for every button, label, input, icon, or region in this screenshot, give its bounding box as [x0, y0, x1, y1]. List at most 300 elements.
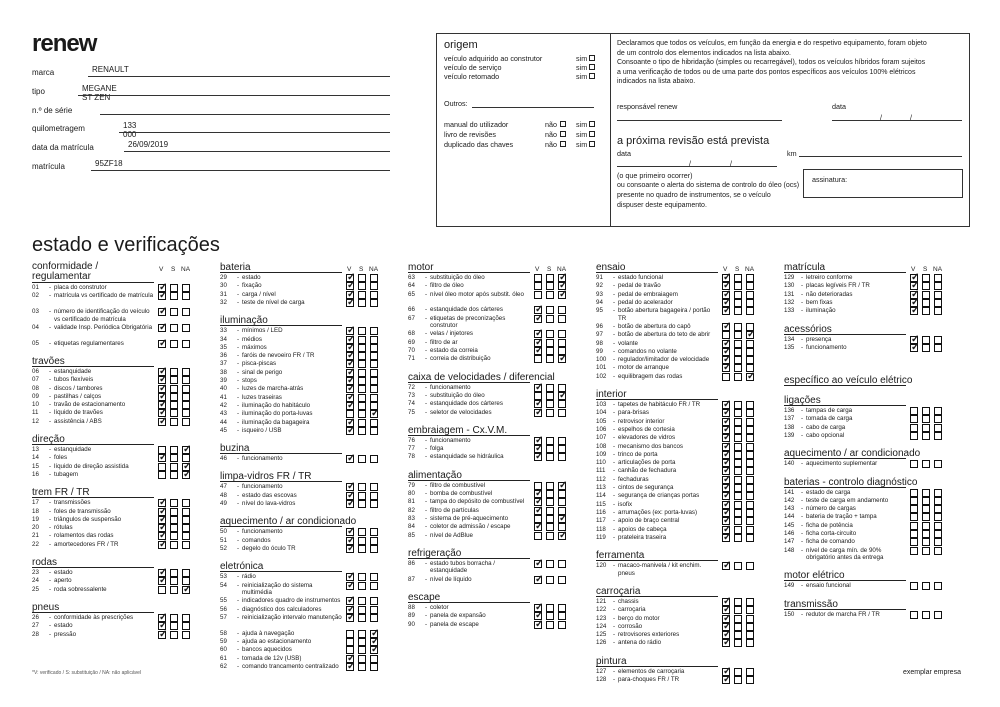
checkbox-na[interactable] — [746, 517, 754, 525]
checkbox-na[interactable] — [934, 522, 942, 530]
checkbox-v[interactable] — [910, 530, 918, 538]
checkbox-s[interactable] — [922, 489, 930, 497]
checkbox-s[interactable] — [546, 347, 554, 355]
checkbox-s[interactable] — [170, 292, 178, 300]
checkbox-s[interactable] — [734, 492, 742, 500]
checkbox-v[interactable]: ✓ — [911, 333, 920, 345]
checkbox-na[interactable] — [746, 639, 754, 647]
checkbox-s[interactable] — [358, 663, 366, 671]
checkbox-na[interactable] — [746, 676, 754, 684]
checkbox-na[interactable] — [370, 455, 378, 463]
checkbox-na[interactable] — [746, 348, 754, 356]
checkbox-na[interactable] — [558, 306, 566, 314]
checkbox-s[interactable] — [734, 676, 742, 684]
checkbox-v[interactable]: ✓ — [723, 498, 732, 510]
checkbox-s[interactable] — [546, 445, 554, 453]
checkbox-s[interactable] — [734, 501, 742, 509]
checkbox-s[interactable] — [734, 631, 742, 639]
checkbox-na[interactable] — [746, 501, 754, 509]
checkbox-na[interactable] — [370, 377, 378, 385]
checkbox-na[interactable] — [746, 356, 754, 364]
checkbox-s[interactable] — [170, 454, 178, 462]
checkbox-na[interactable] — [746, 492, 754, 500]
checkbox-s[interactable] — [546, 621, 554, 629]
checkbox-s[interactable] — [922, 460, 930, 468]
checkbox-s[interactable] — [358, 427, 366, 435]
checkbox-na[interactable] — [370, 360, 378, 368]
checkbox-na[interactable] — [934, 274, 942, 282]
id-field-value[interactable]: RENAULT — [92, 65, 129, 74]
checkbox-v[interactable]: ✓ — [723, 415, 732, 427]
checkbox-v[interactable] — [910, 513, 918, 521]
checkbox-na[interactable] — [746, 534, 754, 542]
checkbox-s[interactable] — [170, 524, 178, 532]
checkbox-na[interactable] — [746, 467, 754, 475]
checkbox-v[interactable]: ✓ — [723, 637, 732, 649]
checkbox-v[interactable]: ✓ — [723, 482, 732, 494]
checkbox-s[interactable] — [922, 336, 930, 344]
checkbox-s[interactable] — [358, 377, 366, 385]
checkbox-na[interactable] — [558, 339, 566, 347]
checkbox-na[interactable] — [746, 606, 754, 614]
checkbox-v[interactable]: ✓ — [159, 575, 168, 587]
checkbox-na[interactable]: ✓ — [371, 644, 380, 656]
checkbox-v[interactable]: ✓ — [535, 304, 544, 316]
checkbox-v[interactable]: ✓ — [159, 452, 168, 464]
checkbox-v[interactable]: ✓ — [347, 481, 356, 493]
checkbox-na[interactable] — [182, 393, 190, 401]
checkbox-v[interactable]: ✓ — [159, 505, 168, 517]
checkbox-v[interactable]: ✓ — [535, 610, 544, 622]
checkbox-s[interactable] — [170, 532, 178, 540]
checkbox-s[interactable] — [922, 547, 930, 555]
checkbox-v[interactable]: ✓ — [723, 432, 732, 444]
checkbox-s[interactable] — [734, 639, 742, 647]
checkbox-s[interactable] — [922, 291, 930, 299]
checkbox-v[interactable]: ✓ — [535, 451, 544, 463]
checkbox-s[interactable] — [546, 515, 554, 523]
checkbox-v[interactable]: ✓ — [159, 382, 168, 394]
checkbox-na[interactable] — [934, 432, 942, 440]
checkbox-s[interactable] — [170, 569, 178, 577]
origin-yes-checkbox[interactable] — [589, 55, 595, 61]
checkbox-na[interactable] — [746, 484, 754, 492]
checkbox-v[interactable]: ✓ — [159, 415, 168, 427]
checkbox-v[interactable]: ✓ — [723, 345, 732, 357]
checkbox-v[interactable] — [910, 522, 918, 530]
checkbox-s[interactable] — [734, 274, 742, 282]
checkbox-na[interactable] — [370, 427, 378, 435]
checkbox-v[interactable]: ✓ — [347, 399, 356, 411]
checkbox-s[interactable] — [358, 492, 366, 500]
checkbox-na[interactable] — [370, 483, 378, 491]
checkbox-s[interactable] — [170, 614, 178, 622]
checkbox-na[interactable]: ✓ — [559, 479, 568, 491]
checkbox-s[interactable] — [170, 324, 178, 332]
checkbox-v[interactable]: ✓ — [159, 282, 168, 293]
checkbox-v[interactable] — [158, 471, 166, 479]
checkbox-v[interactable]: ✓ — [159, 399, 168, 411]
checkbox-s[interactable] — [922, 274, 930, 282]
checkbox-s[interactable] — [358, 274, 366, 282]
checkbox-na[interactable] — [182, 324, 190, 332]
checkbox-na[interactable]: ✓ — [183, 460, 192, 472]
checkbox-s[interactable] — [358, 385, 366, 393]
checkbox-na[interactable]: ✓ — [559, 353, 568, 365]
checkbox-na[interactable] — [934, 415, 942, 423]
checkbox-v[interactable]: ✓ — [723, 473, 732, 485]
checkbox-v[interactable]: ✓ — [535, 406, 544, 418]
checkbox-na[interactable] — [934, 530, 942, 538]
checkbox-s[interactable] — [170, 631, 178, 639]
checkbox-v[interactable]: ✓ — [535, 328, 544, 340]
checkbox-s[interactable] — [358, 402, 366, 410]
checkbox-s[interactable] — [922, 513, 930, 521]
checkbox-v[interactable]: ✓ — [535, 443, 544, 455]
checkbox-v[interactable] — [158, 586, 166, 594]
checkbox-na[interactable] — [182, 524, 190, 532]
checkbox-v[interactable]: ✓ — [723, 604, 732, 616]
checkbox-na[interactable]: ✓ — [747, 329, 756, 341]
checkbox-v[interactable]: ✓ — [723, 629, 732, 641]
checkbox-s[interactable] — [170, 368, 178, 376]
checkbox-s[interactable] — [734, 476, 742, 484]
checkbox-na[interactable] — [370, 573, 378, 581]
checkbox-na[interactable] — [370, 352, 378, 360]
checkbox-s[interactable] — [734, 282, 742, 290]
checkbox-na[interactable] — [746, 459, 754, 467]
checkbox-v[interactable]: ✓ — [535, 601, 544, 613]
origin-yes-checkbox[interactable] — [589, 73, 595, 79]
checkbox-v[interactable]: ✓ — [723, 457, 732, 469]
checkbox-na[interactable]: ✓ — [559, 512, 568, 524]
checkbox-v[interactable]: ✓ — [347, 611, 356, 623]
checkbox-s[interactable] — [358, 500, 366, 508]
checkbox-s[interactable] — [358, 630, 366, 638]
checkbox-na[interactable] — [746, 409, 754, 417]
checkbox-na[interactable] — [746, 623, 754, 631]
checkbox-s[interactable] — [358, 299, 366, 307]
checkbox-v[interactable]: ✓ — [723, 490, 732, 502]
checkbox-v[interactable]: ✓ — [723, 320, 732, 332]
checkbox-s[interactable] — [358, 597, 366, 605]
checkbox-v[interactable] — [534, 282, 542, 290]
checkbox-s[interactable] — [922, 307, 930, 315]
checkbox-s[interactable] — [734, 509, 742, 517]
checkbox-s[interactable] — [734, 459, 742, 467]
checkbox-v[interactable]: ✓ — [159, 620, 168, 632]
checkbox-v[interactable]: ✓ — [723, 280, 732, 292]
checkbox-s[interactable] — [358, 369, 366, 377]
id-field-value[interactable]: 133 000 — [123, 121, 137, 139]
checkbox-s[interactable] — [546, 576, 554, 584]
checkbox-v[interactable]: ✓ — [723, 465, 732, 477]
checkbox-v[interactable]: ✓ — [723, 506, 732, 518]
checkbox-s[interactable] — [734, 623, 742, 631]
checkbox-s[interactable] — [546, 453, 554, 461]
checkbox-s[interactable] — [170, 284, 178, 292]
doc-yes-checkbox[interactable] — [589, 141, 595, 147]
checkbox-v[interactable]: ✓ — [535, 381, 544, 393]
checkbox-na[interactable] — [746, 443, 754, 451]
checkbox-v[interactable]: ✓ — [723, 531, 732, 543]
checkbox-na[interactable] — [370, 537, 378, 545]
checkbox-na[interactable] — [182, 516, 190, 524]
checkbox-v[interactable]: ✓ — [347, 660, 356, 672]
checkbox-na[interactable] — [182, 508, 190, 516]
checkbox-na[interactable] — [370, 327, 378, 335]
checkbox-na[interactable] — [370, 528, 378, 536]
checkbox-v[interactable]: ✓ — [723, 407, 732, 419]
checkbox-v[interactable]: ✓ — [347, 526, 356, 538]
checkbox-v[interactable]: ✓ — [723, 362, 732, 374]
doc-no-checkbox[interactable] — [560, 121, 566, 127]
checkbox-na[interactable] — [746, 434, 754, 442]
checkbox-s[interactable] — [358, 410, 366, 418]
checkbox-na[interactable] — [558, 437, 566, 445]
checkbox-v[interactable]: ✓ — [159, 513, 168, 525]
checkbox-v[interactable]: ✓ — [347, 358, 356, 370]
checkbox-na[interactable] — [370, 369, 378, 377]
checkbox-s[interactable] — [170, 393, 178, 401]
checkbox-v[interactable]: ✓ — [723, 595, 732, 607]
checkbox-v[interactable] — [910, 407, 918, 415]
checkbox-v[interactable]: ✓ — [723, 515, 732, 527]
checkbox-v[interactable]: ✓ — [535, 496, 544, 508]
checkbox-na[interactable]: ✓ — [747, 370, 756, 382]
checkbox-v[interactable]: ✓ — [535, 488, 544, 500]
checkbox-v[interactable] — [910, 611, 918, 619]
checkbox-na[interactable] — [934, 336, 942, 344]
checkbox-s[interactable] — [170, 308, 178, 316]
checkbox-v[interactable] — [910, 497, 918, 505]
checkbox-s[interactable] — [358, 394, 366, 402]
checkbox-s[interactable] — [546, 384, 554, 392]
checkbox-s[interactable] — [922, 530, 930, 538]
checkbox-na[interactable] — [558, 330, 566, 338]
checkbox-v[interactable]: ✓ — [911, 288, 920, 300]
checkbox-na[interactable] — [558, 409, 566, 417]
checkbox-v[interactable]: ✓ — [159, 567, 168, 578]
checkbox-s[interactable] — [170, 622, 178, 630]
checkbox-na[interactable] — [182, 292, 190, 300]
checkbox-s[interactable] — [734, 426, 742, 434]
checkbox-s[interactable] — [734, 364, 742, 372]
checkbox-na[interactable] — [934, 497, 942, 505]
checkbox-na[interactable] — [934, 547, 942, 555]
checkbox-v[interactable]: ✓ — [347, 489, 356, 501]
checkbox-v[interactable]: ✓ — [723, 620, 732, 632]
checkbox-v[interactable]: ✓ — [723, 423, 732, 435]
checkbox-na[interactable] — [746, 340, 754, 348]
checkbox-s[interactable] — [358, 360, 366, 368]
checkbox-v[interactable]: ✓ — [911, 305, 920, 317]
checkbox-v[interactable] — [346, 630, 354, 638]
checkbox-na[interactable] — [370, 344, 378, 352]
checkbox-v[interactable] — [910, 424, 918, 432]
checkbox-na[interactable] — [746, 307, 754, 315]
checkbox-v[interactable]: ✓ — [347, 652, 356, 664]
checkbox-na[interactable] — [182, 385, 190, 393]
checkbox-na[interactable] — [746, 274, 754, 282]
checkbox-na[interactable]: ✓ — [559, 280, 568, 292]
checkbox-s[interactable] — [734, 562, 742, 570]
checkbox-v[interactable]: ✓ — [347, 272, 356, 283]
checkbox-na[interactable] — [934, 291, 942, 299]
checkbox-v[interactable]: ✓ — [723, 440, 732, 452]
checkbox-s[interactable] — [358, 327, 366, 335]
checkbox-s[interactable] — [170, 586, 178, 594]
checkbox-na[interactable] — [370, 385, 378, 393]
checkbox-v[interactable]: ✓ — [723, 448, 732, 460]
checkbox-v[interactable]: ✓ — [723, 560, 732, 572]
checkbox-na[interactable] — [558, 490, 566, 498]
checkbox-s[interactable] — [734, 606, 742, 614]
checkbox-na[interactable] — [182, 376, 190, 384]
checkbox-s[interactable] — [358, 483, 366, 491]
checkbox-s[interactable] — [922, 582, 930, 590]
checkbox-v[interactable]: ✓ — [911, 280, 920, 292]
checkbox-s[interactable] — [734, 517, 742, 525]
checkbox-s[interactable] — [922, 424, 930, 432]
checkbox-na[interactable] — [558, 498, 566, 506]
checkbox-s[interactable] — [546, 400, 554, 408]
checkbox-s[interactable] — [922, 282, 930, 290]
checkbox-s[interactable] — [734, 443, 742, 451]
checkbox-v[interactable]: ✓ — [723, 305, 732, 317]
checkbox-na[interactable] — [558, 576, 566, 584]
checkbox-s[interactable] — [546, 330, 554, 338]
checkbox-s[interactable] — [922, 407, 930, 415]
checkbox-s[interactable] — [358, 638, 366, 646]
checkbox-v[interactable]: ✓ — [723, 296, 732, 308]
checkbox-s[interactable] — [546, 523, 554, 531]
checkbox-na[interactable] — [746, 282, 754, 290]
checkbox-na[interactable] — [934, 344, 942, 352]
checkbox-na[interactable] — [746, 299, 754, 307]
checkbox-v[interactable]: ✓ — [159, 321, 168, 333]
checkbox-v[interactable]: ✓ — [347, 375, 356, 386]
checkbox-na[interactable] — [558, 315, 566, 323]
checkbox-v[interactable]: ✓ — [911, 296, 920, 308]
checkbox-na[interactable] — [746, 631, 754, 639]
checkbox-s[interactable] — [546, 498, 554, 506]
checkbox-v[interactable] — [910, 415, 918, 423]
checkbox-na[interactable]: ✓ — [183, 583, 192, 595]
checkbox-v[interactable]: ✓ — [347, 416, 356, 428]
checkbox-v[interactable]: ✓ — [911, 341, 920, 353]
checkbox-s[interactable] — [170, 401, 178, 409]
origin-yes-checkbox[interactable] — [589, 64, 595, 70]
checkbox-v[interactable]: ✓ — [159, 407, 168, 419]
checkbox-v[interactable]: ✓ — [347, 603, 356, 615]
checkbox-s[interactable] — [734, 323, 742, 331]
checkbox-v[interactable]: ✓ — [911, 272, 920, 283]
checkbox-s[interactable] — [170, 577, 178, 585]
checkbox-na[interactable] — [558, 445, 566, 453]
checkbox-s[interactable] — [546, 437, 554, 445]
checkbox-v[interactable]: ✓ — [347, 288, 356, 300]
checkbox-na[interactable] — [182, 499, 190, 507]
checkbox-v[interactable]: ✓ — [159, 306, 168, 318]
checkbox-v[interactable]: ✓ — [723, 288, 732, 300]
checkbox-s[interactable] — [170, 471, 178, 479]
checkbox-s[interactable] — [546, 315, 554, 323]
checkbox-s[interactable] — [170, 516, 178, 524]
checkbox-na[interactable] — [182, 409, 190, 417]
checkbox-na[interactable] — [370, 299, 378, 307]
checkbox-na[interactable] — [934, 299, 942, 307]
checkbox-na[interactable]: ✓ — [559, 272, 568, 283]
checkbox-v[interactable]: ✓ — [159, 538, 168, 550]
checkbox-s[interactable] — [358, 419, 366, 427]
checkbox-s[interactable] — [922, 538, 930, 546]
checkbox-na[interactable]: ✓ — [183, 444, 192, 455]
checkbox-na[interactable] — [746, 401, 754, 409]
checkbox-v[interactable]: ✓ — [159, 290, 168, 302]
checkbox-s[interactable] — [734, 598, 742, 606]
checkbox-s[interactable] — [734, 331, 742, 339]
checkbox-s[interactable] — [734, 526, 742, 534]
checkbox-na[interactable] — [934, 505, 942, 513]
checkbox-v[interactable] — [910, 432, 918, 440]
checkbox-s[interactable] — [170, 385, 178, 393]
checkbox-na[interactable] — [746, 598, 754, 606]
checkbox-s[interactable] — [358, 606, 366, 614]
checkbox-na[interactable] — [182, 631, 190, 639]
checkbox-s[interactable] — [546, 291, 554, 299]
checkbox-v[interactable]: ✓ — [347, 325, 356, 337]
checkbox-s[interactable] — [358, 528, 366, 536]
checkbox-na[interactable] — [182, 340, 190, 348]
checkbox-v[interactable]: ✓ — [347, 534, 356, 546]
checkbox-v[interactable]: ✓ — [723, 399, 732, 411]
checkbox-s[interactable] — [734, 451, 742, 459]
checkbox-na[interactable] — [746, 476, 754, 484]
checkbox-na[interactable]: ✓ — [371, 408, 380, 420]
checkbox-v[interactable] — [910, 582, 918, 590]
checkbox-s[interactable] — [734, 401, 742, 409]
checkbox-s[interactable] — [734, 373, 742, 381]
checkbox-s[interactable] — [922, 522, 930, 530]
checkbox-s[interactable] — [358, 582, 366, 590]
checkbox-na[interactable] — [934, 489, 942, 497]
checkbox-s[interactable] — [358, 545, 366, 553]
checkbox-v[interactable] — [910, 460, 918, 468]
checkbox-na[interactable] — [746, 526, 754, 534]
checkbox-v[interactable]: ✓ — [535, 345, 544, 357]
id-field-value[interactable]: 95ZF18 — [95, 159, 123, 168]
checkbox-v[interactable] — [534, 291, 542, 299]
checkbox-v[interactable]: ✓ — [723, 674, 732, 686]
checkbox-s[interactable] — [734, 348, 742, 356]
checkbox-v[interactable]: ✓ — [159, 522, 168, 534]
checkbox-s[interactable] — [546, 339, 554, 347]
checkbox-s[interactable] — [922, 611, 930, 619]
checkbox-v[interactable] — [346, 638, 354, 646]
checkbox-na[interactable] — [558, 453, 566, 461]
checkbox-s[interactable] — [734, 307, 742, 315]
checkbox-v[interactable]: ✓ — [159, 497, 168, 509]
checkbox-v[interactable]: ✓ — [347, 595, 356, 607]
checkbox-na[interactable] — [182, 569, 190, 577]
checkbox-v[interactable]: ✓ — [159, 390, 168, 402]
doc-yes-checkbox[interactable] — [589, 121, 595, 127]
checkbox-na[interactable] — [370, 663, 378, 671]
checkbox-v[interactable]: ✓ — [535, 573, 544, 585]
checkbox-v[interactable] — [910, 489, 918, 497]
checkbox-na[interactable] — [558, 612, 566, 620]
